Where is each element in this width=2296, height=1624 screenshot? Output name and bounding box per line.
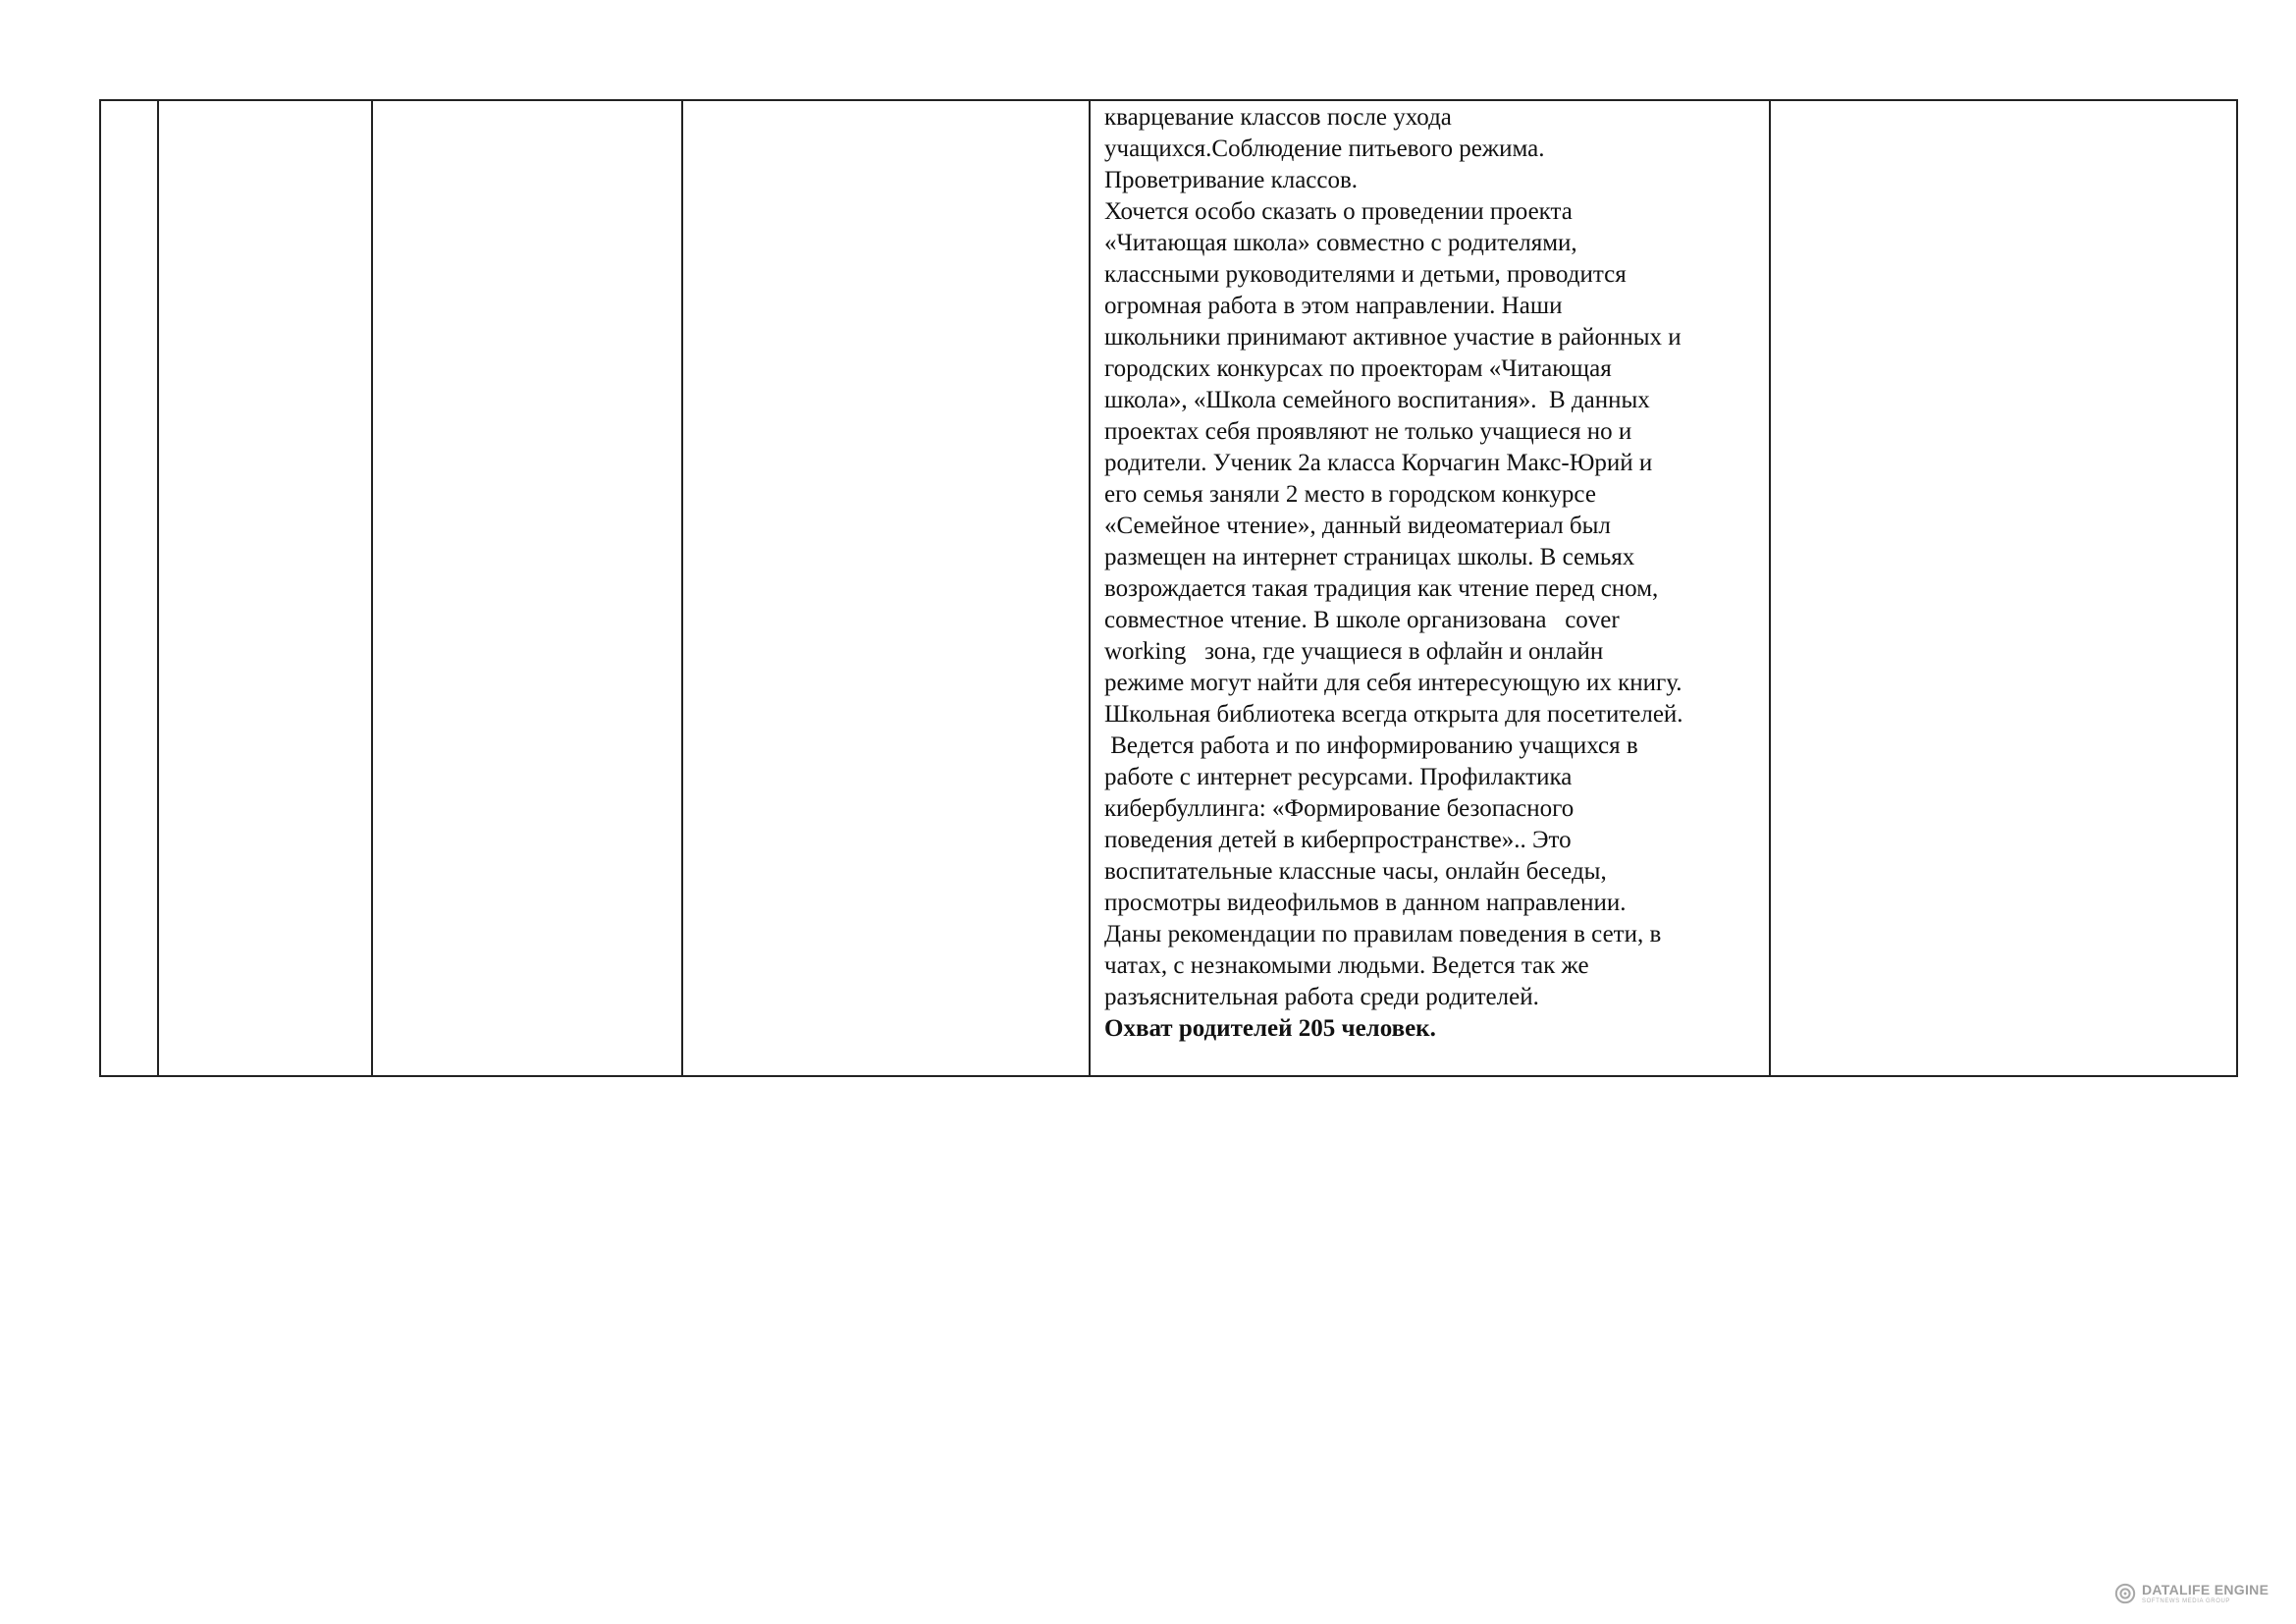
- content-line: городских конкурсах по проекторам «Читающая: [1104, 355, 1612, 382]
- content-line: просмотры видеофильмов в данном направлении.: [1104, 890, 1627, 916]
- content-line: Ведется работа и по информированию учащихся в: [1104, 732, 1638, 759]
- document-table: [99, 99, 2238, 1077]
- table-cell-notes: [1770, 100, 2237, 1076]
- content-line: working зона, где учащиеся в офлайн и онлайн: [1104, 638, 1604, 665]
- content-line: режиме могут найти для себя интересующую их книгу.: [1104, 670, 1682, 696]
- table-cell-2: [158, 100, 372, 1076]
- table-cell-3: [372, 100, 682, 1076]
- content-line: учащихся.Соблюдение питьевого режима.: [1104, 135, 1545, 162]
- content-line: огромная работа в этом направлении. Наши: [1104, 293, 1563, 319]
- watermark-brand: DATALIFE ENGINE: [2142, 1582, 2269, 1597]
- content-line: родители. Ученик 2а класса Корчагин Макс-Юрий и: [1104, 450, 1653, 476]
- content-line: кварцевание классов после ухода: [1104, 104, 1452, 131]
- content-line: поведения детей в киберпространстве».. Это: [1104, 827, 1572, 853]
- content-line: Проветривание классов.: [1104, 167, 1359, 193]
- datalife-watermark: [2114, 1583, 2269, 1604]
- content-line: кибербуллинга: «Формирование безопасного: [1104, 795, 1575, 822]
- content-line: размещен на интернет страницах школы. В семьях: [1104, 544, 1635, 570]
- parent-coverage-summary: Охват родителей 205 человек.: [1104, 1015, 1436, 1042]
- content-line: его семья заняли 2 место в городском конкурсе: [1104, 481, 1596, 508]
- content-line: возрождается такая традиция как чтение перед сном,: [1104, 575, 1659, 602]
- content-line: воспитательные классные часы, онлайн беседы,: [1104, 858, 1607, 885]
- table-cell-number: [100, 100, 158, 1076]
- content-line: чатах, с незнакомыми людьми. Ведется так же: [1104, 952, 1589, 979]
- watermark-text: [2142, 1583, 2269, 1604]
- content-line: школа», «Школа семейного воспитания». В данных: [1104, 387, 1650, 413]
- content-line: совместное чтение. В школе организована cover: [1104, 607, 1620, 633]
- table-row: [100, 100, 2237, 1076]
- content-line: Даны рекомендации по правилам поведения в сети, в: [1104, 921, 1662, 947]
- content-line: школьники принимают активное участие в районных и: [1104, 324, 1682, 351]
- table-cell-4: [682, 100, 1090, 1076]
- content-line: «Читающая школа» совместно с родителями,: [1104, 230, 1577, 256]
- content-line: Хочется особо сказать о проведении проекта: [1104, 198, 1573, 225]
- datalife-eye-icon: [2114, 1583, 2136, 1604]
- content-line: разъяснительная работа среди родителей.: [1104, 984, 1539, 1010]
- content-line: классными руководителями и детьми, проводится: [1104, 261, 1627, 288]
- content-line: работе с интернет ресурсами. Профилактика: [1104, 764, 1573, 790]
- content-line: проектах себя проявляют не только учащиеся но и: [1104, 418, 1632, 445]
- content-line: Школьная библиотека всегда открыта для посетителей.: [1104, 701, 1683, 728]
- watermark-tagline: SOFTNEWS MEDIA GROUP: [2142, 1598, 2231, 1604]
- content-line: «Семейное чтение», данный видеоматериал был: [1104, 513, 1611, 539]
- table-cell-content: [1090, 100, 1770, 1076]
- content-text: [1091, 102, 1769, 1045]
